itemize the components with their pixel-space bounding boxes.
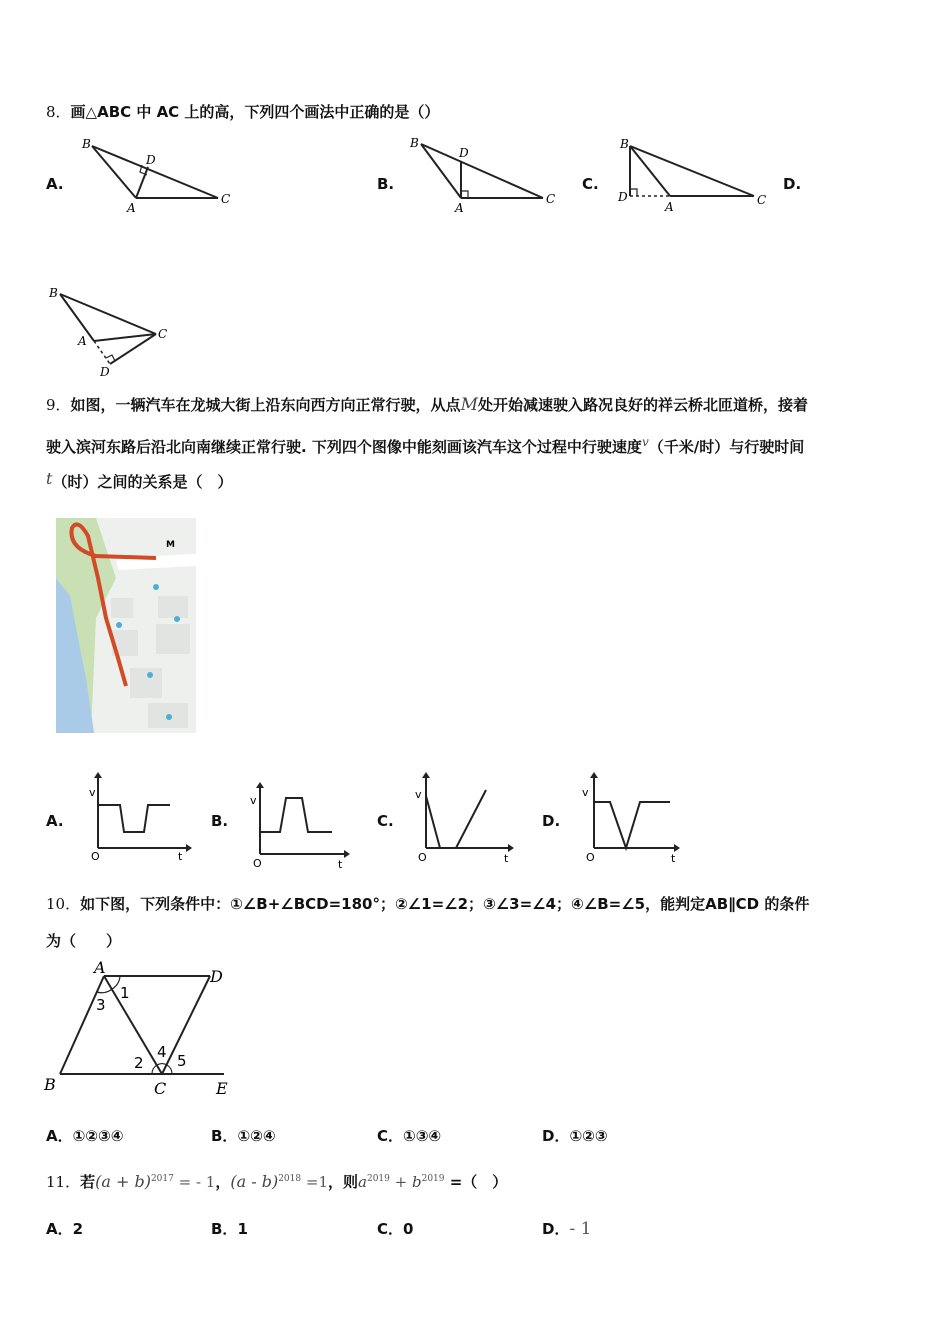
q9-option-b-label[interactable]: B. bbox=[211, 812, 229, 830]
q10-label-a: A bbox=[94, 958, 106, 977]
q9a-y-arrow bbox=[94, 772, 102, 778]
q11-plus: + bbox=[389, 1173, 412, 1191]
q8b-label-b: B bbox=[410, 136, 419, 150]
q10-label-d: D bbox=[210, 967, 223, 986]
q9c-y-arrow bbox=[422, 772, 430, 778]
q9-stem-line-2 bbox=[46, 432, 804, 457]
q9d-origin: O bbox=[586, 851, 595, 864]
q10-label-angle-4: 4 bbox=[157, 1043, 167, 1061]
q11-ze: ，则 bbox=[328, 1173, 359, 1191]
q10-cond1: ①∠B+∠BCD=180° bbox=[230, 895, 380, 913]
q8d-label-a: A bbox=[78, 334, 87, 348]
q10-arc-angle-5 bbox=[167, 1065, 172, 1074]
q8-option-a-label[interactable]: A. bbox=[46, 175, 64, 193]
q9-map-poi-5 bbox=[166, 714, 172, 720]
q8c-label-a: A bbox=[665, 200, 674, 214]
q9c-x-arrow bbox=[508, 844, 514, 852]
q11-exp-1: 2017 bbox=[150, 1174, 174, 1184]
q11-option-c-value: 0 bbox=[403, 1220, 414, 1238]
q9d-axis-v: v bbox=[582, 786, 589, 799]
q10-line1b: ；②∠1=∠2；③∠3=∠4；④ bbox=[379, 895, 584, 913]
q9a-curve bbox=[98, 805, 170, 832]
q8-option-d-label[interactable]: D. bbox=[783, 175, 802, 193]
q8d-right-angle bbox=[106, 355, 115, 361]
q8c-label-d: D bbox=[618, 190, 628, 204]
q8-number: 8． bbox=[46, 103, 71, 121]
q10-label-angle-5: 5 bbox=[177, 1052, 187, 1070]
q9-line2a: 驶入滨河东路后沿北向南继续正常行驶. 下列四个图像中能刻画该汽车这个过程中行驶速度 bbox=[46, 438, 642, 456]
q8-option-b-figure bbox=[405, 134, 565, 216]
q8a-label-b: B bbox=[82, 137, 91, 151]
q8b-label-a: A bbox=[455, 201, 464, 215]
q10-option-c[interactable] bbox=[377, 1125, 441, 1146]
q10-line2: 为（ ） bbox=[46, 932, 122, 950]
q9-line3: （时）之间的关系是（ ） bbox=[52, 473, 233, 491]
q10-line1a: 如下图，下列条件中： bbox=[80, 895, 231, 913]
q9b-axis-v: v bbox=[250, 794, 257, 807]
q10-line1d: 的条件 bbox=[759, 895, 810, 913]
q10-option-d[interactable] bbox=[542, 1125, 608, 1146]
q11-number: 11． bbox=[46, 1173, 81, 1191]
q10-label-c: C bbox=[154, 1079, 167, 1098]
q11-option-c[interactable] bbox=[377, 1218, 413, 1239]
q9c-axis-t: t bbox=[504, 852, 509, 865]
q8a-line-ad bbox=[136, 167, 148, 198]
q10-arc-angle-4 bbox=[157, 1064, 167, 1065]
q11-exp-3: 2019 bbox=[366, 1174, 390, 1184]
q11-option-d-label: D． bbox=[542, 1220, 570, 1238]
q11-sep: ， bbox=[215, 1173, 231, 1191]
q10-label-angle-1: 1 bbox=[120, 984, 130, 1002]
q9-point-m: M bbox=[460, 395, 478, 415]
q10-number: 10． bbox=[46, 895, 81, 913]
q8d-label-c: C bbox=[158, 327, 168, 341]
q9-option-a-label[interactable]: A. bbox=[46, 812, 64, 830]
q9-map-label-m: M bbox=[166, 540, 175, 550]
q8b-label-d: D bbox=[459, 146, 469, 160]
q10-option-b-value: ①②④ bbox=[237, 1127, 276, 1145]
q8-option-a-figure bbox=[78, 134, 238, 216]
q8-option-c-label[interactable]: C. bbox=[582, 175, 599, 193]
q9-map-poi-4 bbox=[147, 672, 153, 678]
q11-expr-2: (a - b) bbox=[230, 1172, 279, 1191]
q8b-line-bc bbox=[421, 144, 543, 198]
q8-option-d-figure bbox=[44, 284, 179, 380]
q9-map-block-1 bbox=[111, 598, 133, 618]
q8d-line-extension-dashed bbox=[94, 341, 110, 364]
q9-var-v: v bbox=[641, 435, 649, 449]
q10-line-ac bbox=[104, 976, 162, 1074]
q8c-right-angle bbox=[630, 189, 637, 196]
q10-label-e: E bbox=[216, 1079, 228, 1098]
q11-option-a-value: 2 bbox=[72, 1220, 84, 1238]
q9-option-c-graph bbox=[412, 770, 524, 866]
q10-label-angle-2: 2 bbox=[134, 1054, 144, 1072]
q10-option-d-label: D． bbox=[542, 1127, 570, 1145]
q10-arc-angle-3 bbox=[97, 989, 112, 993]
q9-line2b: （千米/时）与行驶时间 bbox=[648, 438, 805, 456]
q10-stem-line-1 bbox=[46, 894, 809, 914]
q11-option-d-value: - 1 bbox=[569, 1219, 592, 1239]
q9-map-poi-1 bbox=[153, 584, 159, 590]
q9-map-block-5 bbox=[130, 668, 162, 698]
q9-map-poi-3 bbox=[116, 622, 122, 628]
q11-expr-1: (a + b) bbox=[95, 1172, 151, 1191]
q11-ruo: 若 bbox=[80, 1173, 96, 1191]
q10-option-b-label: B． bbox=[211, 1127, 238, 1145]
q9-line1b: 处开始减速驶入路况良好的祥云桥北匝道桥，接着 bbox=[477, 396, 808, 414]
q9a-x-arrow bbox=[186, 844, 192, 852]
q11-eq-2: =1 bbox=[301, 1173, 328, 1191]
q9-option-d-label[interactable]: D. bbox=[542, 812, 561, 830]
q9-number: 9． bbox=[46, 396, 71, 414]
q9c-axis-v: v bbox=[415, 788, 422, 801]
q10-figure bbox=[40, 958, 240, 1100]
q10-label-b: B bbox=[44, 1075, 56, 1094]
q11-tail: =（ ） bbox=[444, 1173, 508, 1191]
q8c-label-b: B bbox=[620, 137, 629, 151]
q8d-label-b: B bbox=[49, 286, 58, 300]
q9b-y-arrow bbox=[256, 782, 264, 788]
q11-option-a-label: A． bbox=[46, 1220, 73, 1238]
q10-line-ba bbox=[60, 976, 104, 1074]
q9b-curve bbox=[260, 798, 332, 832]
q11-option-d[interactable] bbox=[542, 1218, 591, 1239]
q8-option-c-figure bbox=[612, 134, 777, 216]
q9-map-block-2 bbox=[158, 596, 188, 618]
q8b-right-angle bbox=[461, 191, 468, 198]
q8d-label-d: D bbox=[100, 365, 110, 379]
q9b-origin: O bbox=[253, 857, 262, 870]
q9-map-poi-2 bbox=[174, 616, 180, 622]
q9c-curve bbox=[426, 790, 486, 848]
q8b-label-c: C bbox=[546, 192, 556, 206]
q9a-origin: O bbox=[91, 850, 100, 863]
q9-map-image bbox=[56, 518, 196, 733]
q8a-label-d: D bbox=[146, 153, 156, 167]
q10-label-angle-3: 3 bbox=[96, 996, 106, 1014]
q10-option-a-label: A． bbox=[46, 1127, 73, 1145]
q10-stem-line-2 bbox=[46, 931, 121, 951]
q9-stem-line-3 bbox=[46, 469, 232, 492]
q11-option-a[interactable] bbox=[46, 1218, 83, 1239]
q9-option-b-graph bbox=[248, 778, 360, 874]
q9b-axis-t: t bbox=[338, 858, 343, 871]
q9-line1a: 如图，一辆汽车在龙城大街上沿东向西方向正常行驶，从点 bbox=[70, 396, 461, 414]
q9-var-t: t bbox=[46, 469, 53, 488]
q9-option-c-label[interactable]: C. bbox=[377, 812, 394, 830]
q11-option-c-label: C． bbox=[377, 1220, 404, 1238]
q9d-x-arrow bbox=[674, 844, 680, 852]
q10-option-c-value: ①③④ bbox=[403, 1127, 442, 1145]
q11-option-b[interactable] bbox=[211, 1218, 248, 1239]
q9-map-block-4 bbox=[156, 624, 190, 654]
q10-line1c: ，能判定 bbox=[645, 895, 706, 913]
q11-exp-4: 2019 bbox=[421, 1174, 445, 1184]
q10-arc-angle-1 bbox=[112, 976, 120, 989]
q10-option-d-value: ①②③ bbox=[569, 1127, 608, 1145]
q8c-label-c: C bbox=[757, 193, 767, 207]
q9d-y-arrow bbox=[590, 772, 598, 778]
q11-b-base: b bbox=[411, 1173, 422, 1191]
q8a-label-a: A bbox=[127, 201, 136, 215]
q8-text: 画△ABC 中 AC 上的高，下列四个画法中正确的是（） bbox=[70, 103, 440, 121]
q10-option-c-label: C． bbox=[377, 1127, 404, 1145]
q9c-origin: O bbox=[418, 851, 427, 864]
q10-cond-ab-cd: AB∥CD bbox=[705, 895, 760, 913]
q11-eq-1: = - 1 bbox=[173, 1173, 216, 1191]
q8a-line-ba bbox=[92, 146, 136, 198]
q11-a-base: a bbox=[358, 1173, 367, 1191]
q10-cond4: ∠B=∠5 bbox=[583, 895, 646, 913]
q10-arc-angle-2 bbox=[152, 1065, 157, 1074]
q9-option-d-graph bbox=[578, 770, 690, 866]
q10-option-a-value: ①②③④ bbox=[72, 1127, 124, 1145]
q8-option-b-label[interactable]: B. bbox=[377, 175, 395, 193]
q9a-axis-t: t bbox=[178, 850, 183, 863]
q9a-axis-v: v bbox=[89, 786, 96, 799]
q8-stem bbox=[46, 102, 439, 122]
q9-option-a-graph bbox=[86, 770, 198, 866]
q8c-line-bc bbox=[630, 146, 754, 196]
q11-option-b-value: 1 bbox=[237, 1220, 248, 1238]
q11-option-b-label: B． bbox=[211, 1220, 238, 1238]
q10-option-a[interactable] bbox=[46, 1125, 123, 1146]
q8a-label-c: C bbox=[221, 192, 231, 206]
q11-exp-2: 2018 bbox=[278, 1174, 302, 1184]
q11-stem bbox=[46, 1166, 507, 1195]
q9d-axis-t: t bbox=[671, 852, 676, 865]
q10-option-b[interactable] bbox=[211, 1125, 276, 1146]
q9-stem-line-1 bbox=[46, 395, 808, 415]
q9d-curve bbox=[594, 802, 670, 848]
q9b-x-arrow bbox=[344, 850, 350, 858]
